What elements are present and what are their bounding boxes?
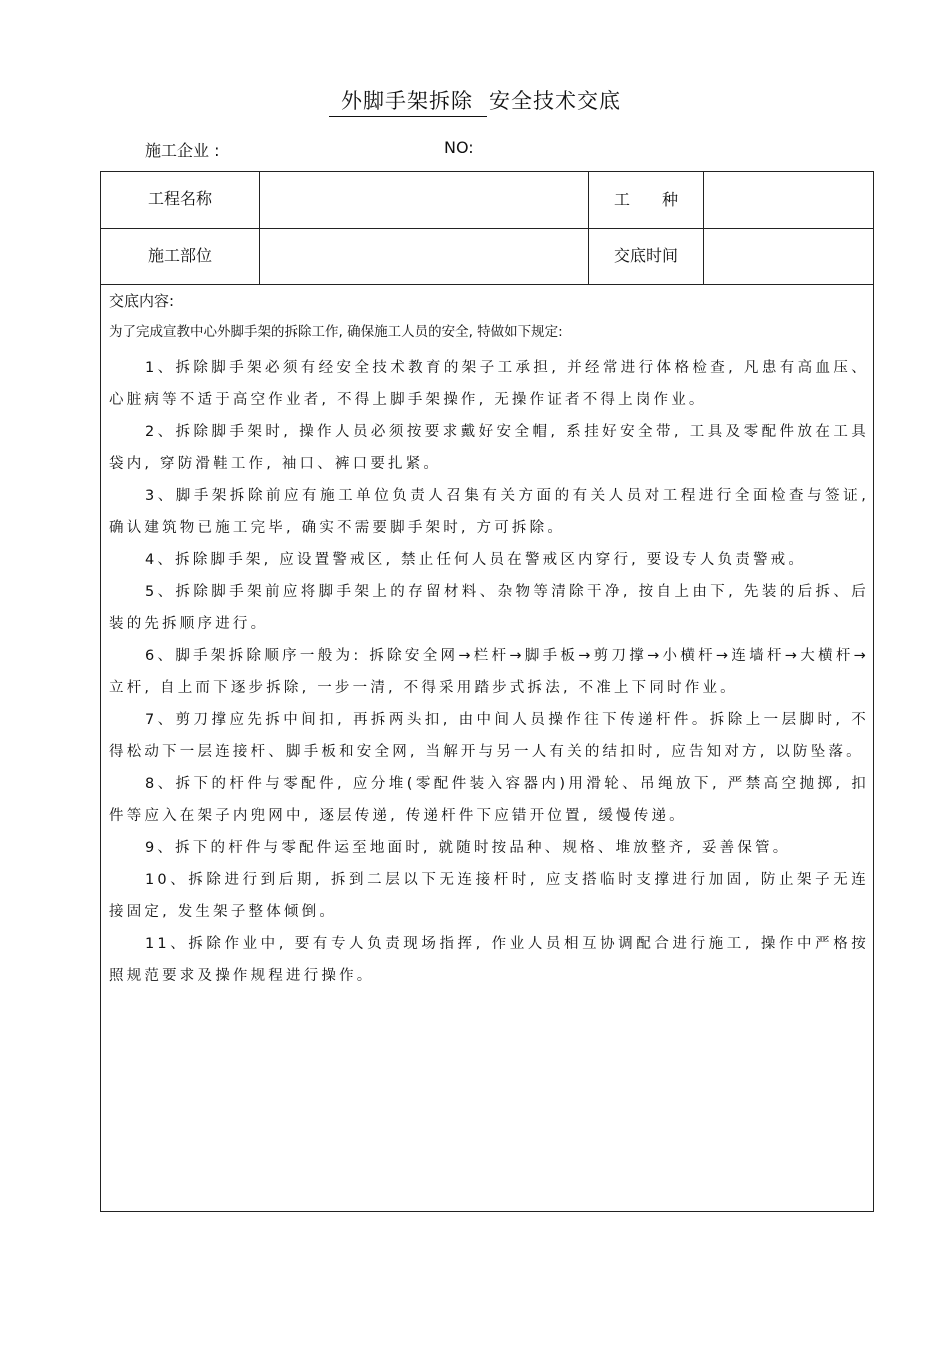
title-underlined: 外脚手架拆除 [329,88,487,117]
rule-item: 10、拆除进行到后期, 拆到二层以下无连接杆时, 应支搭临时支撑进行加固, 防止架子无连接固定, 发生架子整体倾倒。 [109,872,869,920]
project-name-label: 工程名称 [147,188,212,208]
location-label: 施工部位 [147,245,212,265]
rule-item: 9、拆下的杆件与零配件运至地面时, 就随时按品种、规格、堆放整齐, 妥善保管。 [145,840,791,856]
rule-item: 8、拆下的杆件与零配件, 应分堆(零配件装入容器内)用滑轮、吊绳放下, 严禁高空抛掷, 扣件等应入在架子内兜网中, 逐层传递, 传递杆件下应错开位置, 缓慢传递。 [109,776,869,824]
time-field[interactable] [704,229,874,284]
no-label: NO: [444,138,474,157]
content-heading: 交底内容: [109,292,175,310]
rule-item: 7、剪刀撑应先拆中间扣, 再拆两头扣, 由中间人员操作往下传递杆件。拆除上一层脚时, 不得松动下一层连接杆、脚手板和安全网, 当解开与另一人有关的结扣时, 应告知对方, 以防坠落。 [109,712,869,760]
rule-item: 4、拆除脚手架, 应设置警戒区, 禁止任何人员在警戒区内穿行, 要设专人负责警戒。 [145,552,807,568]
document-title [0,88,950,117]
row-divider [101,284,873,285]
disclosure-form [100,171,874,1212]
company-label: 施工企业 : [145,141,220,160]
time-label: 交底时间 [613,245,678,265]
rule-item: 6、脚手架拆除顺序一般为: 拆除安全网→栏杆→脚手板→剪刀撑→小横杆→连墙杆→大横杆→立杆, 自上而下逐步拆除, 一步一清, 不得采用踏步式拆法, 不准上下同时作业。 [109,648,869,696]
project-name-field[interactable] [260,172,588,228]
rule-item: 11、拆除作业中, 要有专人负责现场指挥, 作业人员相互协调配合进行施工, 操作中严格按照规范要求及操作规程进行操作。 [109,936,869,984]
rule-item: 5、拆除脚手架前应将脚手架上的存留材料、杂物等清除干净, 按自上由下, 先装的后拆、后装的先拆顺序进行。 [109,584,869,632]
location-field[interactable] [260,229,588,284]
trade-field[interactable] [704,172,874,228]
rule-item: 1、拆除脚手架必须有经安全技术教育的架子工承担, 并经常进行体格检查, 凡患有高血压、心脏病等不适于高空作业者, 不得上脚手架操作, 无操作证者不得上岗作业。 [109,360,869,408]
rule-item: 2、拆除脚手架时, 操作人员必须按要求戴好安全帽, 系挂好安全带, 工具及零配件放在工具袋内, 穿防滑鞋工作, 袖口、裤口要扎紧。 [109,424,869,472]
trade-label: 工 种 [613,189,678,209]
rule-item: 3、脚手架拆除前应有施工单位负责人召集有关方面的有关人员对工程进行全面检查与签证, 确认建筑物已施工完毕, 确实不需要脚手架时, 方可拆除。 [109,488,869,536]
content-intro: 为了完成宣教中心外脚手架的拆除工作, 确保施工人员的安全, 特做如下规定: [109,324,563,340]
disclosure-content [109,290,869,992]
title-rest: 安全技术交底 [489,89,621,113]
